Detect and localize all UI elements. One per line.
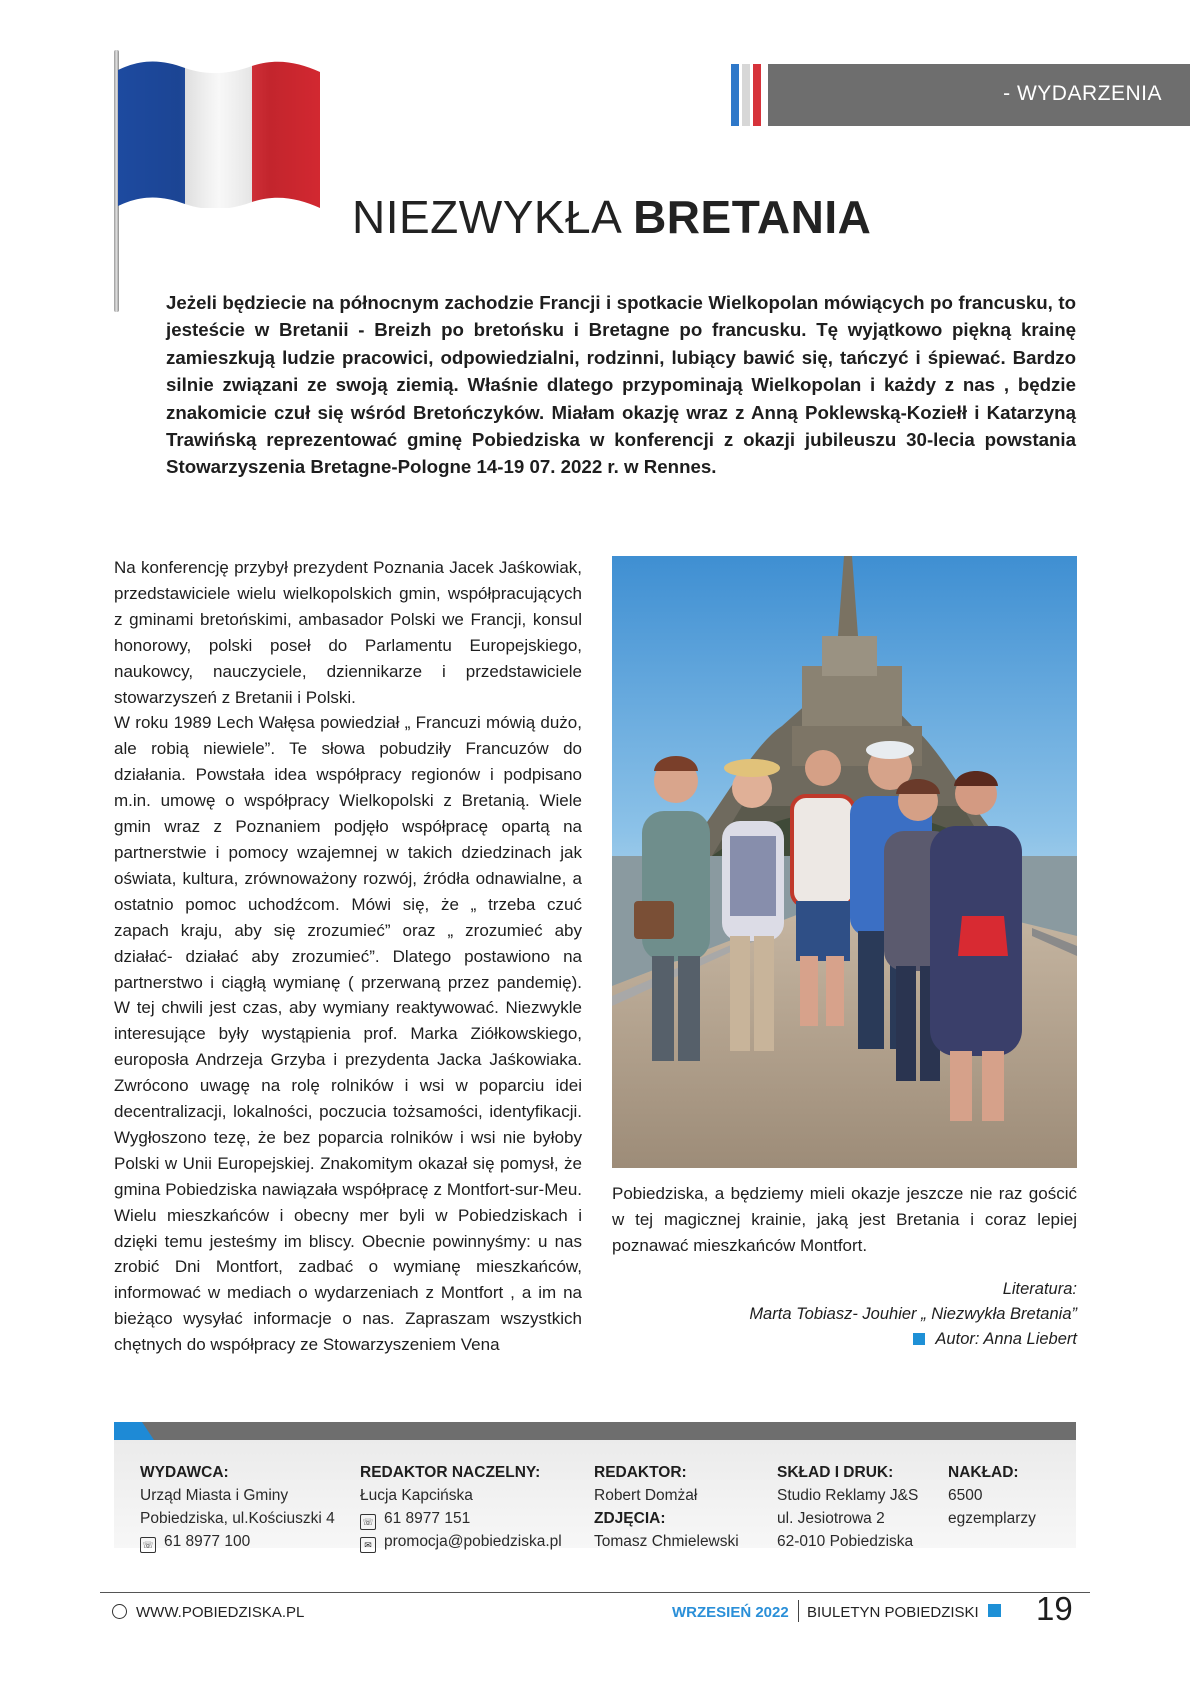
page-number: 19: [1036, 1590, 1073, 1627]
author-line: [749, 1327, 1077, 1352]
literature-source: Marta Tobiasz- Jouhier „ Niezwykła Bretania”: [749, 1305, 1077, 1323]
photos-name: Tomasz Chmielewski: [594, 1533, 739, 1550]
phone-icon: ☏: [360, 1514, 376, 1530]
body-paragraph-1: Na konferencję przybył prezydent Poznania Jacek Jaśkowiak, przedstawiciele wielu wielkopolskich gmin, współpracujących z gminami bretońskimi, ambasador Polski we Francji, konsul honorowy, polski poseł do Parlamentu Europejskiego, naukowcy, nauczyciele, dziennikarze i przedstawiciele stowarzyszeń z Bretanii i Polski.: [114, 558, 582, 707]
imprint-editor: [594, 1461, 739, 1553]
site-url[interactable]: WWW.POBIEDZISKA.PL: [136, 1604, 305, 1621]
article-body: [114, 555, 582, 1358]
imprint-bar: [114, 1422, 1076, 1440]
circulation-unit: egzemplarzy: [948, 1510, 1036, 1527]
photo-illustration: [612, 556, 1077, 1168]
imprint-circulation: [948, 1461, 1036, 1530]
editor-head: REDAKTOR:: [594, 1464, 687, 1481]
photos-head: ZDJĘCIA:: [594, 1510, 666, 1527]
publisher-phone-row: [140, 1530, 335, 1553]
print-head: SKŁAD I DRUK:: [777, 1464, 894, 1481]
photo-caption: Pobiedziska, a będziemy mieli okazje jeszcze nie raz gościć w tej magicznej krainie, jaką jest Bretania i coraz lepiej poznawać mieszkańców Montfort.: [612, 1184, 1077, 1255]
publisher-head: WYDAWCA:: [140, 1464, 229, 1481]
editor-name: Robert Domżał: [594, 1487, 698, 1504]
circulation-head: NAKŁAD:: [948, 1464, 1019, 1481]
page-title: [352, 190, 871, 244]
editor-in-chief-email[interactable]: promocja@pobiedziska.pl: [384, 1533, 562, 1550]
globe-icon: [112, 1604, 127, 1619]
publisher-phone: 61 8977 100: [164, 1533, 251, 1550]
circulation-count: 6500: [948, 1487, 983, 1504]
editor-in-chief-email-row: [360, 1530, 562, 1553]
imprint-editor-in-chief: [360, 1461, 562, 1553]
editor-in-chief-phone-row: [360, 1507, 562, 1530]
editor-in-chief-head: REDAKTOR NACZELNY:: [360, 1464, 541, 1481]
email-icon: ✉: [360, 1537, 376, 1553]
title-bold: BRETANIA: [633, 191, 872, 243]
publisher-line1: Urząd Miasta i Gminy: [140, 1487, 289, 1504]
editor-in-chief-name: Łucja Kapcińska: [360, 1487, 473, 1504]
french-flag-icon: [118, 58, 320, 208]
imprint-publisher: [140, 1461, 335, 1553]
author-name: Autor: Anna Liebert: [935, 1330, 1077, 1348]
print-line3: 62-010 Pobiedziska: [777, 1533, 914, 1550]
site-url-row: [112, 1604, 304, 1621]
imprint-print: [777, 1461, 918, 1553]
phone-icon: ☏: [140, 1537, 156, 1553]
print-line1: Studio Reklamy J&S: [777, 1487, 919, 1504]
literature-label: Literatura:: [1002, 1280, 1077, 1298]
publisher-line2: Pobiedziska, ul.Kościuszki 4: [140, 1510, 335, 1527]
tab-stripe-blue: [731, 64, 739, 126]
body-paragraph-2: W roku 1989 Lech Wałęsa powiedział „ Francuzi mówią dużo, ale robią niewiele”. Te słowa pobudziły Francuzów do działania. Powstała idea współpracy regionów i podpisano m.in. umowę o współpracy Wielkopolski z Bretanią. Wiele gmin wraz z Poznaniem podjęło współpracę opartą na partnerstwie i pomocy wzajemnej w takich dziedzinach jak oświata, kultura, zrównoważony rozwój, źródła odnawialne, a ostatnio pomoc uchodźcom. Mówi się, że „ trzeba czuć zapach kraju, aby się zrozumieć” oraz „ zrozumieć aby działać- działać aby zrozumieć”. Dlatego postawiono na partnerstwo i ciągłą wymianę ( przerwaną przez pandemię). W tej chwili jest czas, aby wymiany reaktywować. Niezwykle interesujące były wystąpienia prof. Marka Ziółkowskiego, europosła Andrzeja Grzyba i prezydenta Jacka Jaśkowiaka. Zwrócono uwagę na rolę rolników i wsi w poparciu idei decentralizacji, lokalności, poczucia tożsamości, identyfikacji. Wygłoszono tezę, że bez poparcia rolników i wsi nie byłoby Polski w Unii Europejskiej. Znakomitym okazał się pomysł, że gmina Pobiedziska nawiązała współpracę z Montfort-sur-Meu. Wielu mieszkańców i obecny mer byli w Pobiedziskach i dzięki temu jesteśmy im bliscy. Obecnie powinnyśmy: u nas zrobić Dni Montfort, zadbać o wymianę mieszkańców, informować w mediach o wydarzeniach z Montfort , a im na bieżąco wysyłać informacje o nas. Zapraszam wszystkich chętnych do współpracy ze Stowarzyszeniem Vena: [114, 713, 582, 1355]
title-light: NIEZWYKŁA: [352, 191, 620, 243]
publication-square-icon: [988, 1604, 1001, 1617]
section-label: - WYDARZENIA: [1003, 82, 1162, 105]
issue-separator: [798, 1600, 799, 1622]
article-credits: [749, 1277, 1077, 1352]
print-line2: ul. Jesiotrowa 2: [777, 1510, 885, 1527]
author-square-icon: [913, 1333, 925, 1345]
tab-stripe-white: [742, 64, 750, 126]
tab-stripe-red: [753, 64, 761, 126]
issue-date: WRZESIEŃ 2022: [672, 1604, 789, 1621]
section-tab: [768, 64, 1190, 126]
group-photo-mont-saint-michel: [612, 556, 1077, 1168]
editor-in-chief-phone: 61 8977 151: [384, 1510, 471, 1527]
footer-rule: [100, 1592, 1090, 1593]
lead-paragraph: Jeżeli będziecie na północnym zachodzie Francji i spotkacie Wielkopolan mówiących po francusku, to jesteście w Bretanii - Breizh po bretońsku i Bretagne po francusku. Tę wyjątkowo piękną krainę zamieszkują ludzie pracowici, odpowiedzialni, rodzinni, lubiący bawić się, tańczyć i śpiewać. Bardzo silnie związani ze swoją ziemią. Właśnie dlatego przypominają Wielkopolan i każdy z nas , będzie znakomicie czuł się wśród Bretończyków. Miałam okazję wraz z Anną Poklewską-Koziełł i Katarzyną Trawińską reprezentować gminę Pobiedziska w konferencji z okazji jubileuszu 30-lecia powstania Stowarzyszenia Bretagne-Pologne 14-19 07. 2022 r. w Rennes.: [166, 292, 1076, 478]
publication-name: BIULETYN POBIEDZISKI: [807, 1604, 979, 1621]
